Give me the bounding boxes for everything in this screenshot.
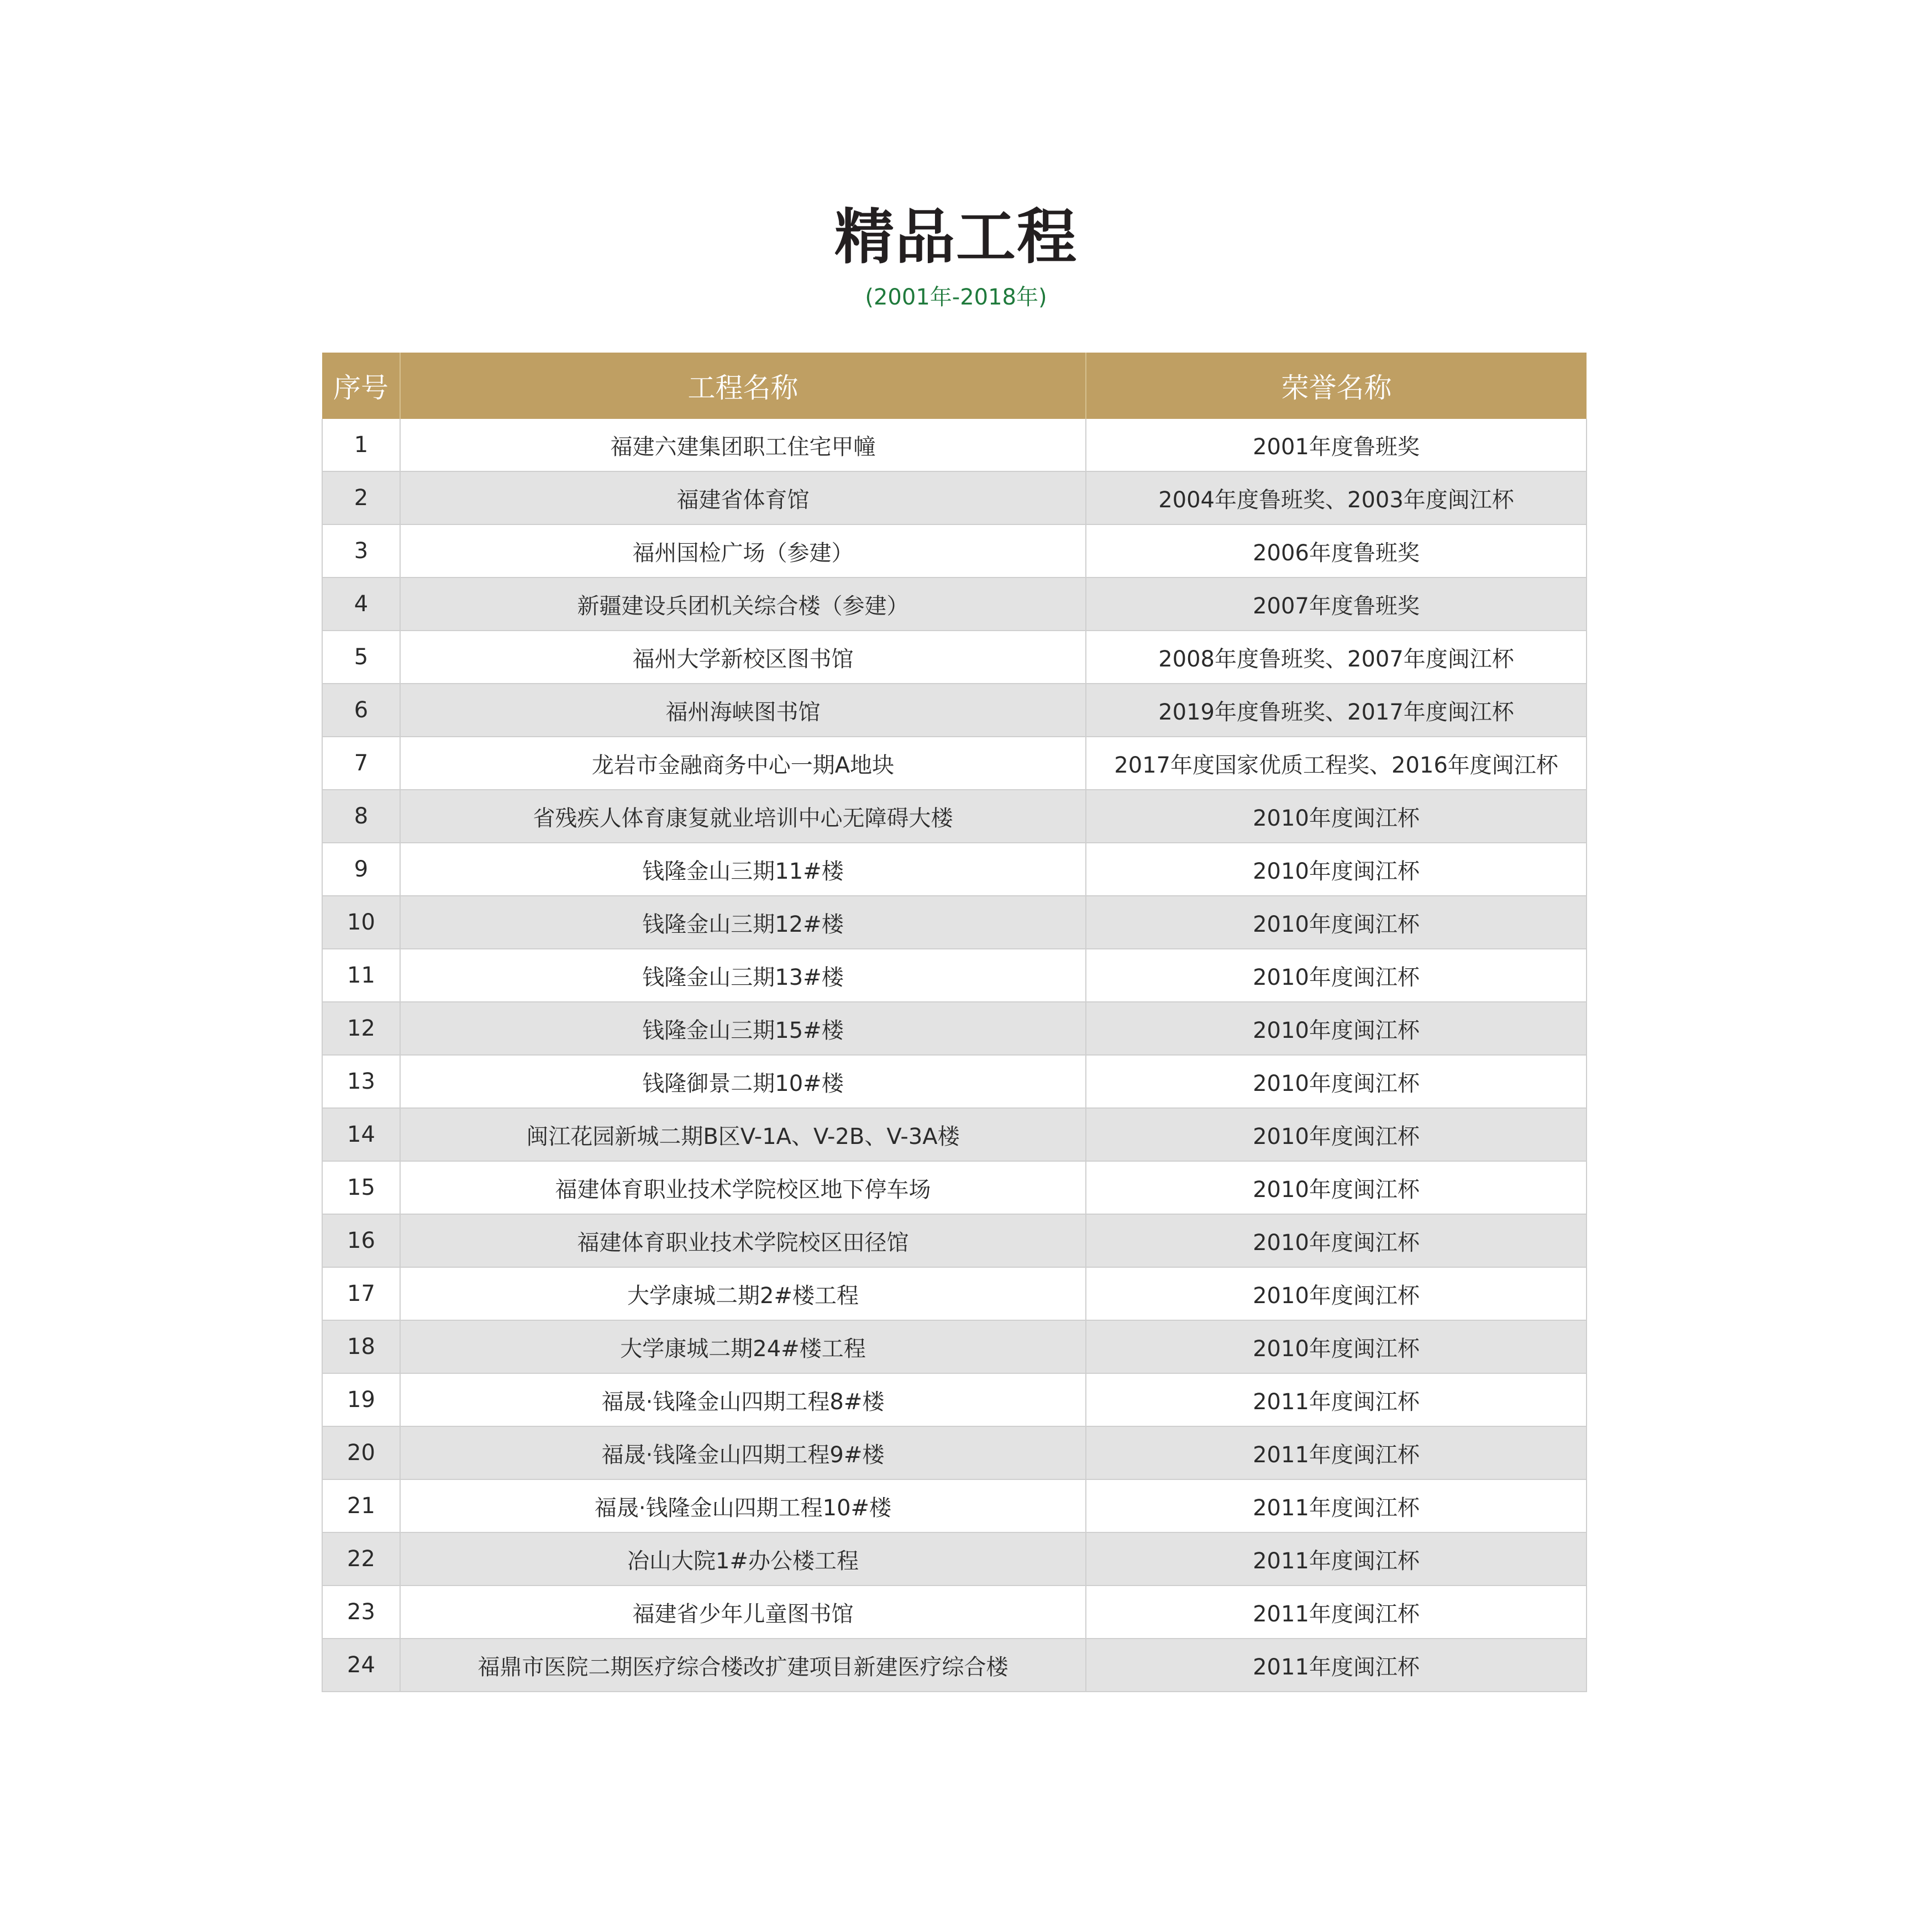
- cell-project-name: 福晟·钱隆金山四期工程8#楼: [400, 1373, 1086, 1426]
- table-row: [322, 1426, 1587, 1479]
- cell-honor-name: 2010年度闽江杯: [1086, 790, 1587, 843]
- cell-honor-name: 2007年度鲁班奖: [1086, 578, 1587, 631]
- cell-index: 3: [322, 524, 400, 578]
- cell-index: 20: [322, 1426, 400, 1479]
- cell-index: 12: [322, 1002, 400, 1055]
- table-row: [322, 684, 1587, 737]
- table-row: [322, 1373, 1587, 1426]
- table-row: [322, 1214, 1587, 1267]
- header-project-name: 工程名称: [400, 353, 1086, 419]
- table-row: [322, 578, 1587, 631]
- cell-honor-name: 2008年度鲁班奖、2007年度闽江杯: [1086, 631, 1587, 684]
- cell-honor-name: 2010年度闽江杯: [1086, 843, 1587, 896]
- cell-project-name: 福建体育职业技术学院校区田径馆: [400, 1214, 1086, 1267]
- cell-project-name: 福建六建集团职工住宅甲幢: [400, 419, 1086, 471]
- header-index: 序号: [322, 353, 400, 419]
- cell-index: 9: [322, 843, 400, 896]
- table-row: [322, 1161, 1587, 1214]
- cell-index: 23: [322, 1586, 400, 1639]
- cell-honor-name: 2011年度闽江杯: [1086, 1586, 1587, 1639]
- cell-honor-name: 2011年度闽江杯: [1086, 1639, 1587, 1692]
- cell-index: 19: [322, 1373, 400, 1426]
- page-title: 精品工程: [834, 203, 1078, 272]
- cell-index: 7: [322, 737, 400, 790]
- cell-honor-name: 2011年度闽江杯: [1086, 1373, 1587, 1426]
- cell-honor-name: 2010年度闽江杯: [1086, 1161, 1587, 1214]
- cell-project-name: 钱隆金山三期13#楼: [400, 949, 1086, 1002]
- cell-index: 14: [322, 1108, 400, 1161]
- cell-index: 22: [322, 1532, 400, 1586]
- table-row: [322, 949, 1587, 1002]
- cell-project-name: 龙岩市金融商务中心一期A地块: [400, 737, 1086, 790]
- cell-project-name: 福建省少年儿童图书馆: [400, 1586, 1086, 1639]
- cell-index: 6: [322, 684, 400, 737]
- cell-honor-name: 2010年度闽江杯: [1086, 949, 1587, 1002]
- cell-project-name: 新疆建设兵团机关综合楼（参建）: [400, 578, 1086, 631]
- cell-project-name: 福晟·钱隆金山四期工程9#楼: [400, 1426, 1086, 1479]
- table-row: [322, 843, 1587, 896]
- table-row: [322, 1639, 1587, 1692]
- cell-honor-name: 2010年度闽江杯: [1086, 1320, 1587, 1373]
- table-row: [322, 419, 1587, 471]
- cell-index: 13: [322, 1055, 400, 1108]
- cell-honor-name: 2006年度鲁班奖: [1086, 524, 1587, 578]
- table-row: [322, 737, 1587, 790]
- table-row: [322, 790, 1587, 843]
- cell-honor-name: 2010年度闽江杯: [1086, 1108, 1587, 1161]
- table-row: [322, 1267, 1587, 1320]
- cell-honor-name: 2010年度闽江杯: [1086, 1002, 1587, 1055]
- cell-index: 4: [322, 578, 400, 631]
- cell-honor-name: 2011年度闽江杯: [1086, 1426, 1587, 1479]
- cell-honor-name: 2010年度闽江杯: [1086, 1055, 1587, 1108]
- table-row: [322, 896, 1587, 949]
- cell-project-name: 福鼎市医院二期医疗综合楼改扩建项目新建医疗综合楼: [400, 1639, 1086, 1692]
- cell-index: 21: [322, 1479, 400, 1532]
- table-row: [322, 1532, 1587, 1586]
- table-row: [322, 1479, 1587, 1532]
- cell-index: 5: [322, 631, 400, 684]
- cell-honor-name: 2001年度鲁班奖: [1086, 419, 1587, 471]
- table-row: [322, 1055, 1587, 1108]
- cell-project-name: 福建省体育馆: [400, 471, 1086, 524]
- table-row: [322, 1108, 1587, 1161]
- table-header-row: [322, 353, 1587, 419]
- cell-index: 8: [322, 790, 400, 843]
- cell-index: 10: [322, 896, 400, 949]
- table-row: [322, 471, 1587, 524]
- cell-project-name: 福州大学新校区图书馆: [400, 631, 1086, 684]
- cell-honor-name: 2011年度闽江杯: [1086, 1532, 1587, 1586]
- table-row: [322, 631, 1587, 684]
- cell-project-name: 福州国检广场（参建）: [400, 524, 1086, 578]
- cell-project-name: 大学康城二期2#楼工程: [400, 1267, 1086, 1320]
- cell-project-name: 福州海峡图书馆: [400, 684, 1086, 737]
- cell-honor-name: 2011年度闽江杯: [1086, 1479, 1587, 1532]
- cell-index: 18: [322, 1320, 400, 1373]
- header-honor-name: 荣誉名称: [1086, 353, 1587, 419]
- table-row: [322, 524, 1587, 578]
- cell-project-name: 冶山大院1#办公楼工程: [400, 1532, 1086, 1586]
- cell-index: 24: [322, 1639, 400, 1692]
- cell-project-name: 钱隆金山三期11#楼: [400, 843, 1086, 896]
- cell-honor-name: 2010年度闽江杯: [1086, 1267, 1587, 1320]
- cell-project-name: 钱隆金山三期12#楼: [400, 896, 1086, 949]
- cell-project-name: 钱隆御景二期10#楼: [400, 1055, 1086, 1108]
- page-subtitle: (2001年-2018年): [865, 285, 1047, 310]
- cell-index: 2: [322, 471, 400, 524]
- table-row: [322, 1586, 1587, 1639]
- table-row: [322, 1320, 1587, 1373]
- cell-project-name: 闽江花园新城二期B区V-1A、V-2B、V-3A楼: [400, 1108, 1086, 1161]
- cell-project-name: 钱隆金山三期15#楼: [400, 1002, 1086, 1055]
- cell-honor-name: 2004年度鲁班奖、2003年度闽江杯: [1086, 471, 1587, 524]
- cell-index: 17: [322, 1267, 400, 1320]
- cell-honor-name: 2017年度国家优质工程奖、2016年度闽江杯: [1086, 737, 1587, 790]
- table-row: [322, 1002, 1587, 1055]
- cell-honor-name: 2010年度闽江杯: [1086, 1214, 1587, 1267]
- cell-project-name: 福建体育职业技术学院校区地下停车场: [400, 1161, 1086, 1214]
- honors-table: [322, 353, 1587, 1692]
- cell-index: 16: [322, 1214, 400, 1267]
- cell-index: 1: [322, 419, 400, 471]
- cell-index: 11: [322, 949, 400, 1002]
- cell-honor-name: 2019年度鲁班奖、2017年度闽江杯: [1086, 684, 1587, 737]
- cell-project-name: 大学康城二期24#楼工程: [400, 1320, 1086, 1373]
- cell-project-name: 福晟·钱隆金山四期工程10#楼: [400, 1479, 1086, 1532]
- cell-project-name: 省残疾人体育康复就业培训中心无障碍大楼: [400, 790, 1086, 843]
- cell-index: 15: [322, 1161, 400, 1214]
- table-body: [322, 419, 1587, 1692]
- cell-honor-name: 2010年度闽江杯: [1086, 896, 1587, 949]
